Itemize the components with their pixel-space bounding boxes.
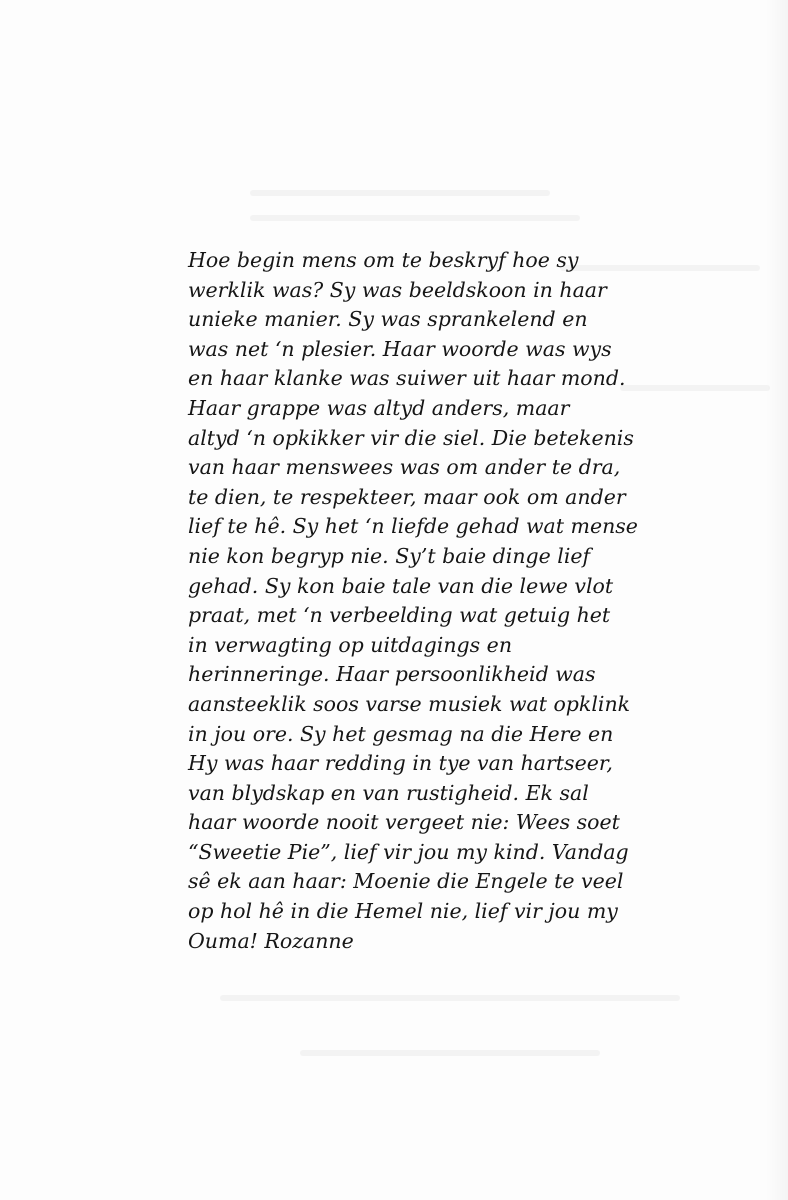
poem-line: was net ‘n plesier. Haar woorde was wys <box>188 336 612 361</box>
poem-line: aansteeklik soos varse musiek wat opklink <box>188 691 631 716</box>
poem-line: Haar grappe was altyd anders, maar <box>188 395 570 420</box>
bleed-through-mark <box>250 215 580 221</box>
poem-line: in jou ore. Sy het gesmag na die Here en <box>188 721 614 746</box>
poem-line: lief te hê. Sy het ‘n liefde gehad wat mense <box>188 514 638 539</box>
poem-text <box>188 246 748 956</box>
poem-line: en haar klanke was suiwer uit haar mond. <box>188 366 626 391</box>
bleed-through-mark <box>220 995 680 1001</box>
poem-line: Ouma! Rozanne <box>188 928 354 953</box>
poem-line: gehad. Sy kon baie tale van die lewe vlot <box>188 573 614 598</box>
poem-line: haar woorde nooit vergeet nie: Wees soet <box>188 810 620 835</box>
poem-line: Hy was haar redding in tye van hartseer, <box>188 751 613 776</box>
poem-line: te dien, te respekteer, maar ook om ander <box>188 484 626 509</box>
page-edge-shadow <box>766 0 788 1200</box>
poem-line: in verwagting op uitdagings en <box>188 632 513 657</box>
poem-line: “Sweetie Pie”, lief vir jou my kind. Vandag <box>188 839 629 864</box>
poem-line: van blydskap en van rustigheid. Ek sal <box>188 780 589 805</box>
poem-line: nie kon begryp nie. Sy’t baie dinge lief <box>188 543 591 568</box>
poem-line: Hoe begin mens om te beskryf hoe sy <box>188 248 579 272</box>
poem-line: werklik was? Sy was beeldskoon in haar <box>188 277 607 302</box>
bleed-through-mark <box>250 190 550 196</box>
poem-line: op hol hê in die Hemel nie, lief vir jou my <box>188 899 618 924</box>
poem-line: van haar menswees was om ander te dra, <box>188 455 621 480</box>
poem-line: altyd ‘n opkikker vir die siel. Die betekenis <box>188 425 634 450</box>
poem-line: sê ek aan haar: Moenie die Engele te veel <box>188 869 624 894</box>
poem-line: herinneringe. Haar persoonlikheid was <box>188 662 596 687</box>
poem-line: praat, met ‘n verbeelding wat getuig het <box>188 603 611 628</box>
poem-line: unieke manier. Sy was sprankelend en <box>188 307 588 332</box>
bleed-through-mark <box>300 1050 600 1056</box>
